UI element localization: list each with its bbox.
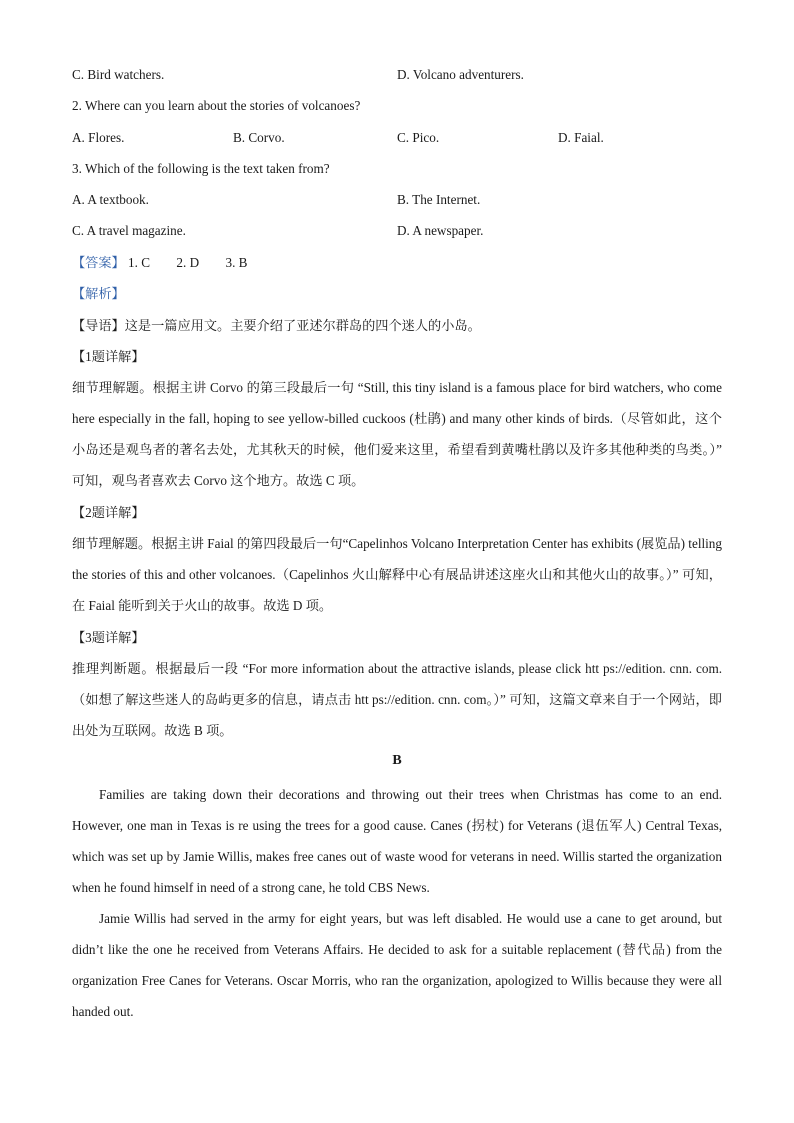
answer-value: 1. C 2. D 3. B: [128, 255, 248, 270]
detail-1-label: 【1题详解】: [72, 349, 145, 364]
q3-option-d: D. A newspaper.: [397, 223, 484, 238]
q2-stem: 2. Where can you learn about the stories of volcanoes?: [72, 98, 361, 113]
detail-1-text: 细节理解题。根据主讲 Corvo 的第三段最后一句 “Still, this tiny island is a famous place for bird watchers, who come here especially in the fall, hoping to see yellow-billed cuckoos (杜鹃) and many other kinds of birds.（尽管如此，这个小岛还是观鸟者的著名去处，尤其秋天的时候，他们爱来这里，希望看到黄嘴杜鹃以及许多其他种类的鸟类。）” 可知，观鸟者喜欢去 Corvo 这个地方。故选 C 项。: [72, 380, 722, 489]
guide-text: 【导语】这是一篇应用文。主要介绍了亚述尔群岛的四个迷人的小岛。: [72, 318, 481, 333]
q2-option-c: C. Pico.: [397, 130, 440, 145]
q3-option-a: A. A textbook.: [72, 192, 149, 207]
q1-options: [72, 65, 722, 85]
q3-options-row2: [72, 221, 722, 241]
q3-options-row1: [72, 190, 722, 210]
answer-label: 【答案】: [72, 255, 125, 270]
q3-option-b: B. The Internet.: [397, 192, 481, 207]
detail-2-label: 【2题详解】: [72, 505, 145, 520]
q3-stem: 3. Which of the following is the text taken from?: [72, 161, 330, 176]
q2-option-d: D. Faial.: [558, 130, 604, 145]
q2-options: [72, 128, 722, 148]
q1-option-c: C. Bird watchers.: [72, 67, 165, 82]
passage-paragraph-1: Families are taking down their decorations and throwing out their trees when Christmas has come to an end. However, one man in Texas is re using the trees for a good cause. Canes (拐杖) for Veterans (退伍军人) Central Texas, which was set up by Jamie Willis, makes free canes out of waste wood for veterans in need. Willis started the organization when he found himself in need of a strong cane, he told CBS News.: [72, 787, 722, 896]
q2-option-b: B. Corvo.: [233, 130, 285, 145]
passage-paragraph-2: Jamie Willis had served in the army for eight years, but was left disabled. He would use a cane to get around, but didn’t like the one he received from Veterans Affairs. He decided to ask for a suitable replacement (替代品) from the organization Free Canes for Veterans. Oscar Morris, who ran the organization, apologized to Willis because they were all handed out.: [72, 911, 722, 1020]
answer-line: [72, 253, 247, 273]
analysis-label: 【解析】: [72, 286, 125, 301]
detail-2-text: 细节理解题。根据主讲 Faial 的第四段最后一句“Capelinhos Volcano Interpretation Center has exhibits (展览品) telling the stories of this and other volcanoes.（Capelinhos 火山解释中心有展品讲述这座火山和其他火山的故事。）” 可知，在 Faial 能听到关于火山的故事。故选 D 项。: [72, 536, 722, 614]
q1-option-d: D. Volcano adventurers.: [397, 67, 524, 82]
detail-3-text: 推理判断题。根据最后一段 “For more information about the attractive islands, please click htt ps://edition. cnn. com.（如想了解这些迷人的岛屿更多的信息，请点击 htt ps://edition. cnn. com。）” 可知，这篇文章来自于一个网站，即出处为互联网。故选 B 项。: [72, 661, 722, 739]
q2-option-a: A. Flores.: [72, 130, 125, 145]
q3-option-c: C. A travel magazine.: [72, 223, 186, 238]
section-heading: B: [392, 753, 402, 768]
detail-3-label: 【3题详解】: [72, 630, 145, 645]
